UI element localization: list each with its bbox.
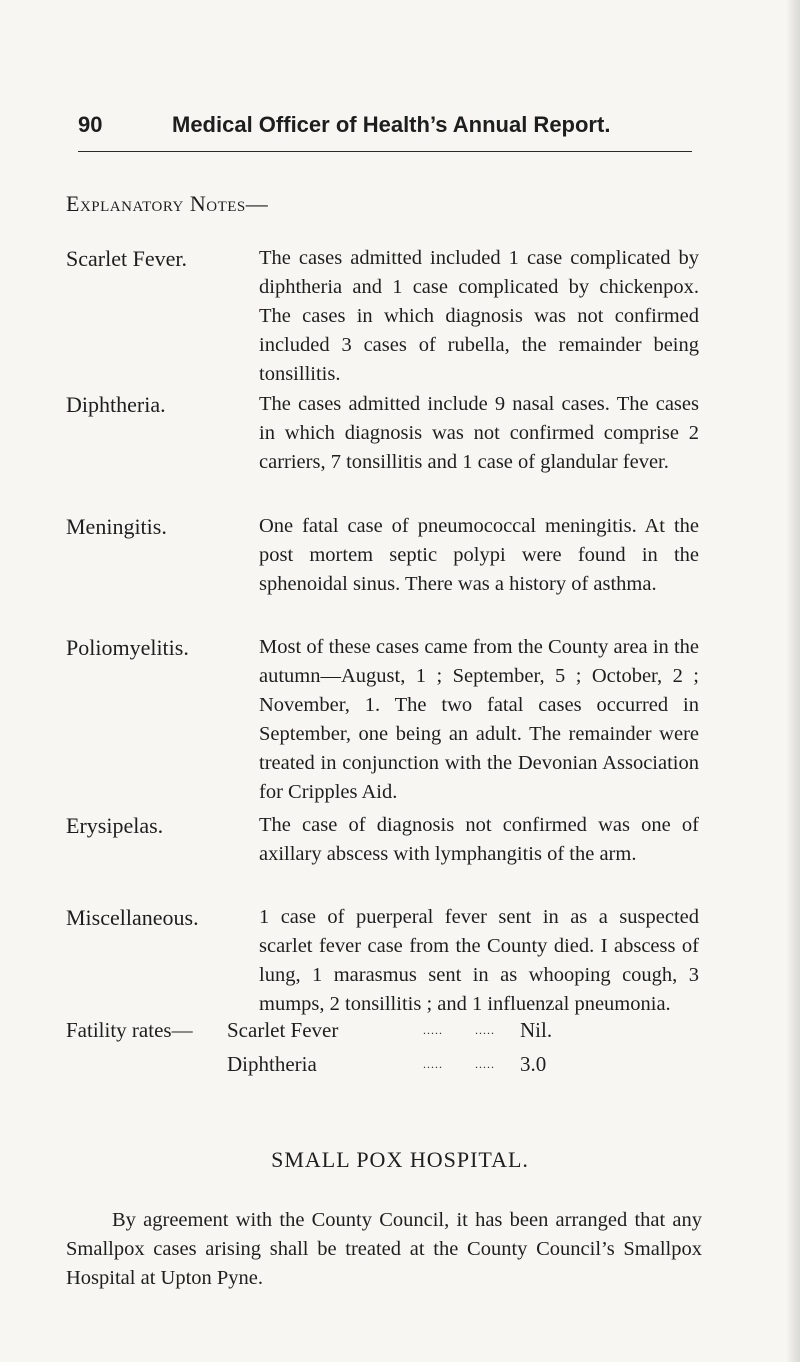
- fatality-row-name: Scarlet Fever: [227, 1018, 339, 1042]
- leader-dots: .....: [423, 1023, 443, 1037]
- running-title: Medical Officer of Health’s Annual Report.: [172, 112, 611, 137]
- note-text-meningitis: One fatal case of pneumococcal meningitis. At the post mortem septic polypi were found in the sphenoidal sinus. There was a history of asthma.: [259, 515, 699, 595]
- note-label-miscellaneous: Miscellaneous.: [66, 905, 199, 930]
- header-rule: [78, 151, 692, 152]
- note-text-miscellaneous: 1 case of puerperal fever sent in as a suspected scarlet fever case from the County died. I abscess of lung, 1 marasmus sent in as whooping cough, 3 mumps, 2 tonsillitis ; and 1 influenzal pneumonia.: [259, 906, 699, 1015]
- leader-dots: .....: [475, 1023, 495, 1037]
- note-text-erysipelas: The case of diagnosis not confirmed was one of axillary abscess with lymphangitis of the arm.: [259, 814, 699, 865]
- note-label-scarlet-fever: Scarlet Fever.: [66, 246, 187, 271]
- note-text-scarlet-fever: The cases admitted included 1 case complicated by diphtheria and 1 case complicated by chickenpox. The cases in which diagnosis was not confirmed included 3 cases of rubella, the remainder being tonsillitis.: [259, 247, 699, 385]
- page-number: 90: [78, 112, 103, 137]
- hospital-paragraph: By agreement with the County Council, it has been arranged that any Smallpox cases arising shall be treated at the County Council’s Smallpox Hospital at Upton Pyne.: [66, 1209, 702, 1289]
- leader-dots: .....: [423, 1057, 443, 1071]
- fatality-row-value: Nil.: [520, 1018, 553, 1042]
- note-label-meningitis: Meningitis.: [66, 514, 167, 539]
- note-label-poliomyelitis: Poliomyelitis.: [66, 635, 189, 660]
- fatality-row-name: Diphtheria: [227, 1052, 317, 1076]
- note-label-erysipelas: Erysipelas.: [66, 813, 164, 838]
- note-label-diphtheria: Diphtheria.: [66, 392, 166, 417]
- fatality-rates-title: Fatility rates—: [66, 1018, 193, 1042]
- section-heading: Explanatory Notes—: [66, 191, 269, 216]
- hospital-section-title: SMALL POX HOSPITAL.: [271, 1147, 529, 1172]
- note-text-diphtheria: The cases admitted include 9 nasal cases. The cases in which diagnosis was not confirmed comprise 2 carriers, 7 tonsillitis and 1 case of glandular fever.: [259, 393, 699, 473]
- note-text-poliomyelitis: Most of these cases came from the County area in the autumn—August, 1 ; September, 5 ; October, 2 ; November, 1. The two fatal cases occurred in September, one being an adult. The remainder were treated in conjunction with the Devonian Association for Cripples Aid.: [259, 636, 699, 803]
- page-header: [78, 112, 698, 144]
- fatality-row-value: 3.0: [520, 1052, 547, 1076]
- leader-dots: .....: [475, 1057, 495, 1071]
